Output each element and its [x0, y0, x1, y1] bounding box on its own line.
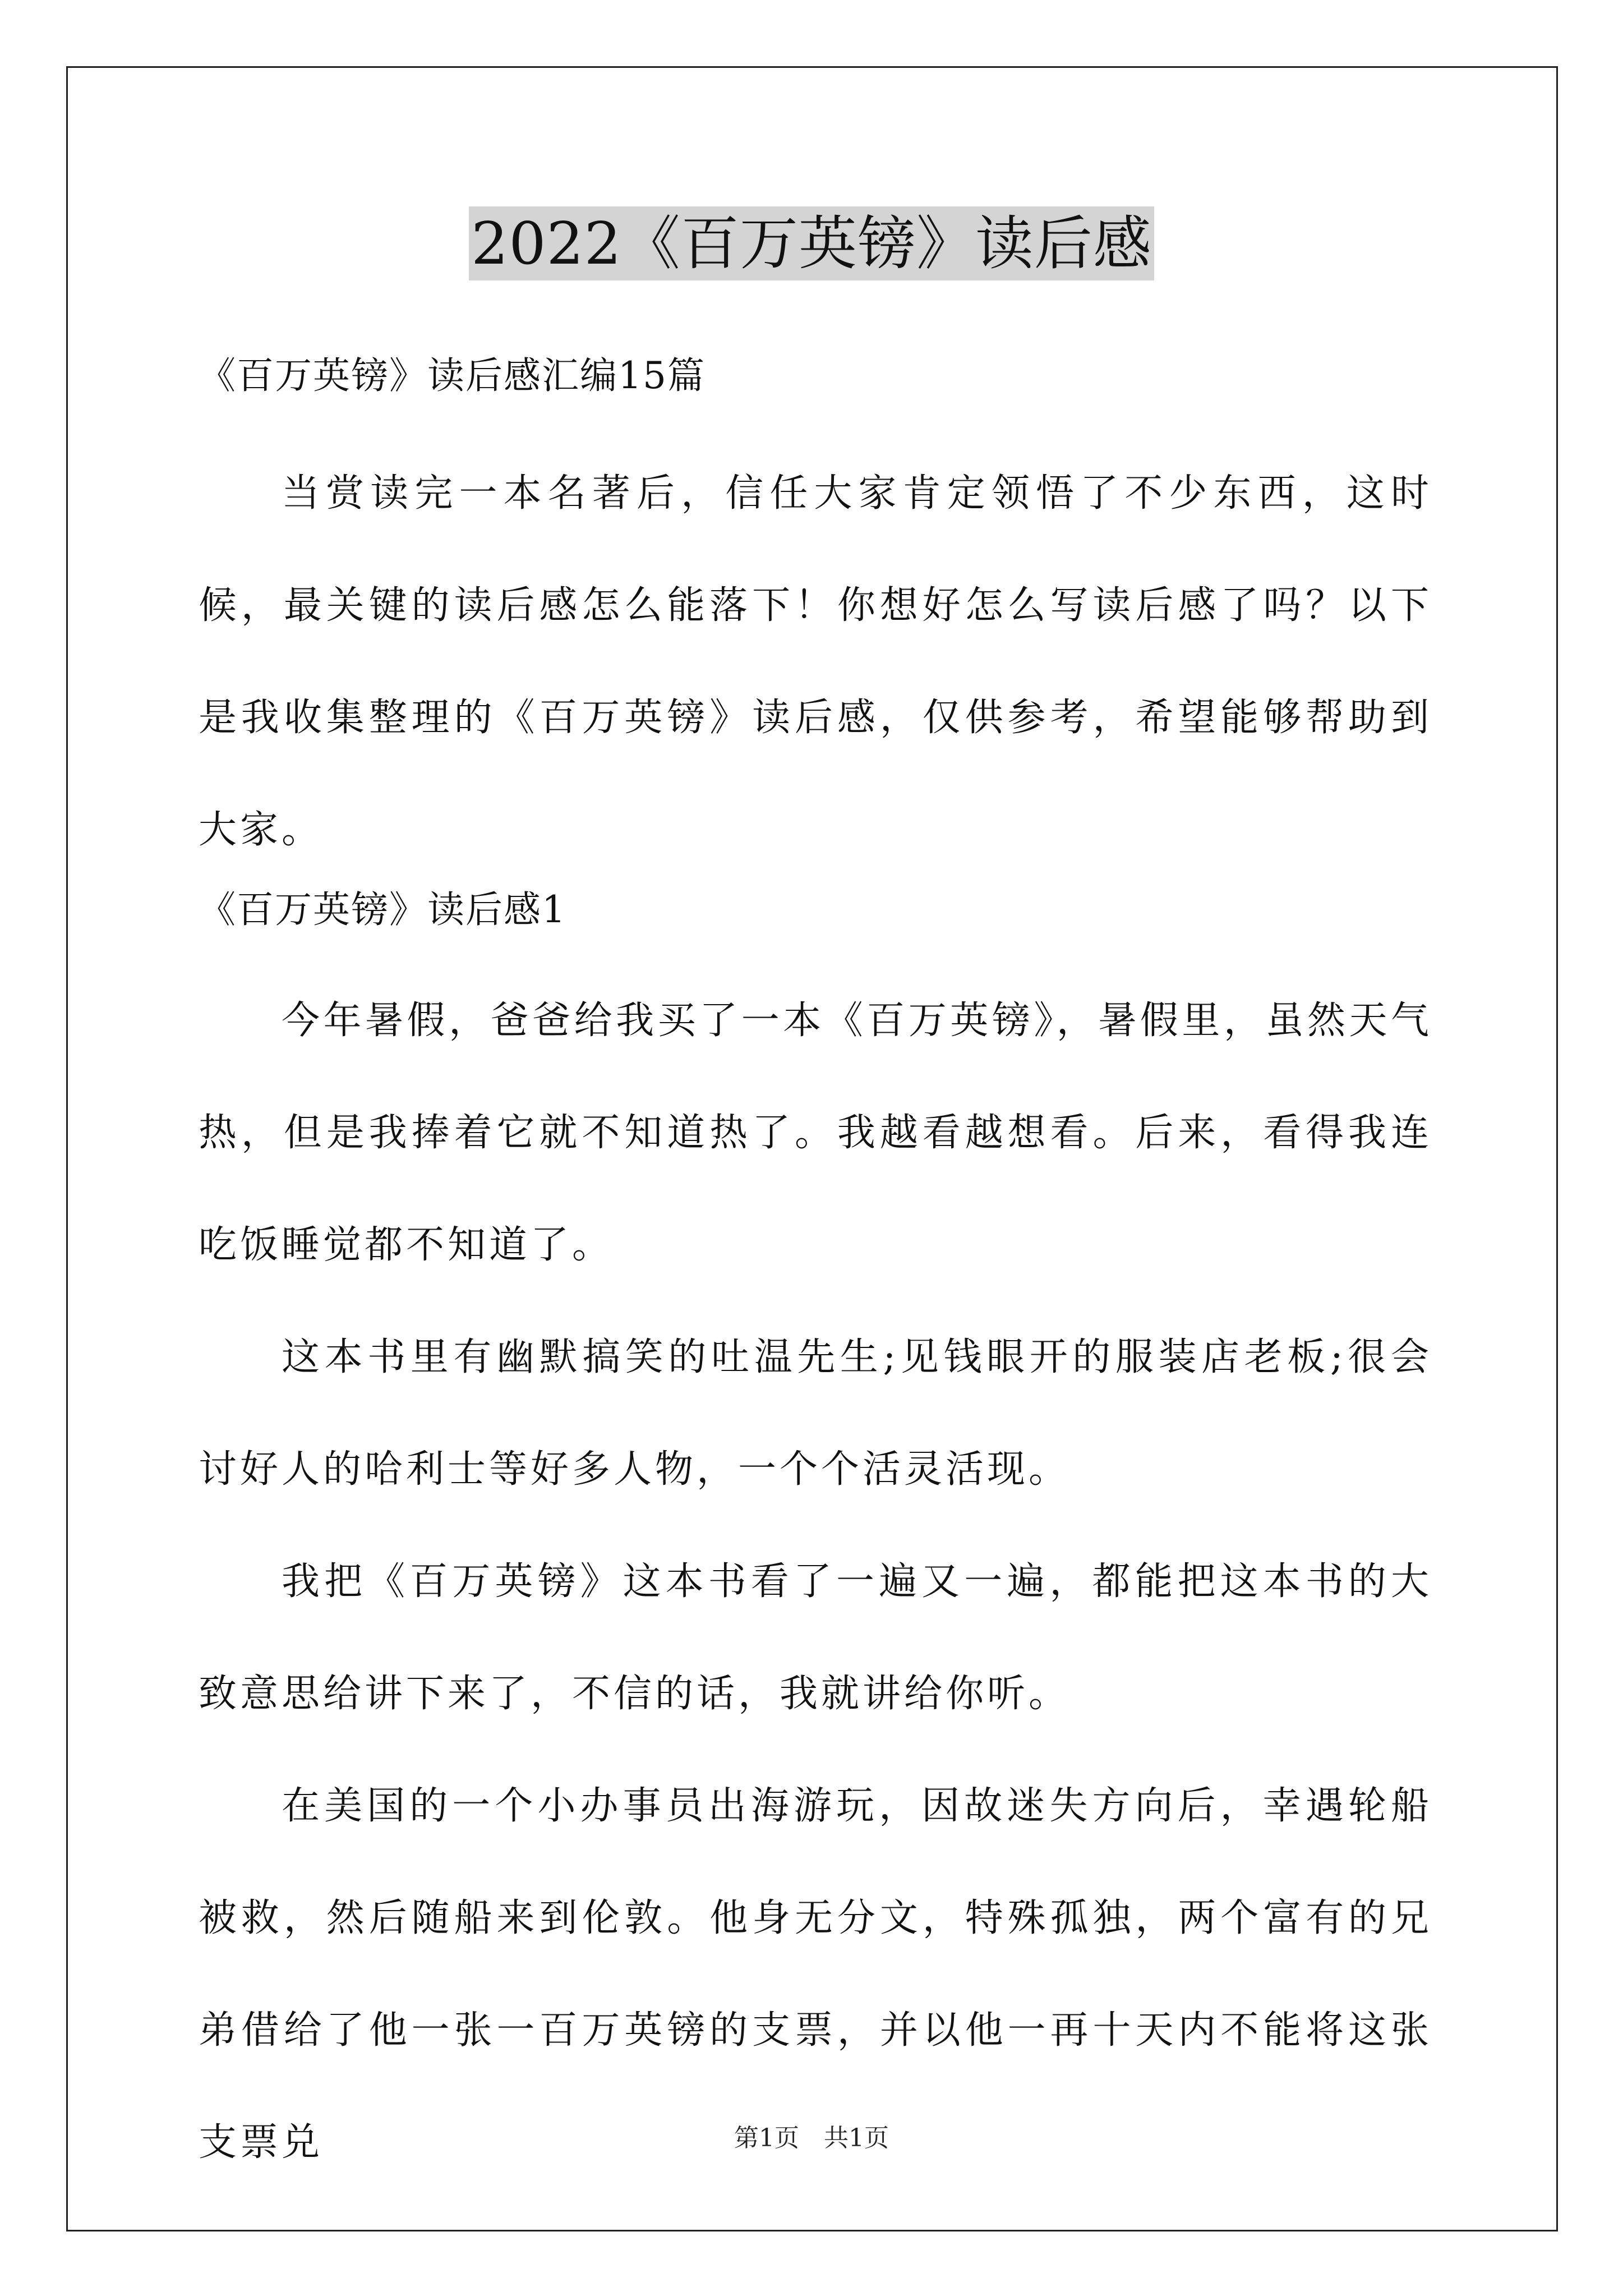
body-paragraph-2: 这本书里有幽默搞笑的吐温先生;见钱眼开的服装店老板;很会讨好人的哈利士等好多人物，一个个活灵活现。 — [199, 1335, 1432, 1492]
body-paragraph-4: 在美国的一个小办事员出海游玩，因故迷失方向后，幸遇轮船被救，然后随船来到伦敦。他身无分文，特殊孤独，两个富有的兄弟借给了他一张一百万英镑的支票，并以他一再十天内不能将这张支票兑 — [199, 1784, 1432, 2165]
document-subtitle: 《百万英镑》读后感汇编15篇 — [199, 354, 706, 397]
page-footer: 第1页 共1页 — [734, 2124, 889, 2152]
title-container — [0, 206, 1623, 280]
intro-paragraph: 当赏读完一本名著后，信任大家肯定领悟了不少东西，这时候，最关键的读后感怎么能落下！你想好怎么写读后感了吗？以下是我收集整理的《百万英镑》读后感，仅供参考，希望能够帮助到大家。 — [199, 471, 1432, 852]
document-title: 2022《百万英镑》读后感 — [469, 206, 1154, 280]
body-paragraph-1: 今年暑假，爸爸给我买了一本《百万英镑》，暑假里，虽然天气热，但是我捧着它就不知道热了。我越看越想看。后来，看得我连吃饭睡觉都不知道了。 — [199, 999, 1432, 1267]
section-heading: 《百万英镑》读后感1 — [199, 888, 566, 931]
body-paragraph-3: 我把《百万英镑》这本书看了一遍又一遍，都能把这本书的大致意思给讲下来了，不信的话，我就讲给你听。 — [199, 1559, 1432, 1716]
